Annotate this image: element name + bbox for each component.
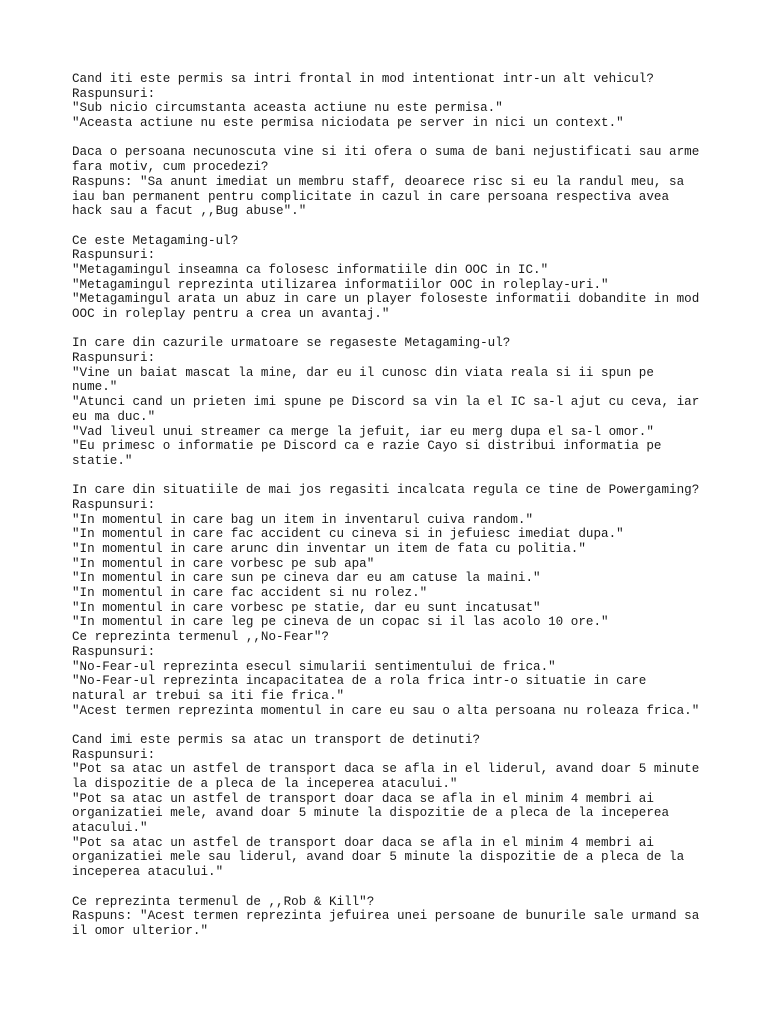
text-line: inceperea atacului." (72, 865, 224, 880)
text-line: statie." (72, 453, 133, 468)
text-line: "No-Fear-ul reprezinta incapacitatea de a rola frica intr-o situatie in care (72, 674, 647, 689)
question-line: Daca o persoana necunoscuta vine si iti ofera o suma de bani nejustificati sau arme (72, 145, 700, 160)
question-line: Ce reprezinta termenul de ,,Rob & Kill"? (72, 894, 375, 909)
text-line: "In momentul in care arunc din inventar un item de fata cu politia." (72, 542, 586, 556)
text-line: "Sub nicio circumstanta aceasta actiune nu este permisa." (72, 101, 503, 116)
qa-block (72, 72, 712, 131)
text-line: iau ban permanent pentru complicitate in cazul in care persoana respectiva avea (72, 189, 670, 204)
text-line: Raspuns: "Sa anunt imediat un membru staff, deoarece risc si eu la randul meu, sa (72, 174, 685, 189)
text-line: "In momentul in care bag un item in inventarul cuiva random." (72, 512, 534, 527)
question-line: In care din situatiile de mai jos regasiti incalcata regula ce tine de Powergaming? (72, 483, 700, 498)
text-line: il omor ulterior." (72, 923, 209, 938)
text-line: atacului." (72, 821, 148, 836)
text-line: "In momentul in care sun pe cineva dar eu am catuse la maini." (72, 571, 541, 586)
text-line: eu ma duc." (72, 409, 156, 424)
text-line: "In momentul in care fac accident cu cineva si in jefuiesc imediat dupa." (72, 527, 624, 542)
text-line: "Metagamingul inseamna ca folosesc informatiile din OOC in IC." (72, 262, 549, 277)
qa-block (72, 234, 712, 322)
question-line: Ce reprezinta termenul ,,No-Fear"? (72, 630, 329, 645)
text-line: Raspunsuri: (72, 747, 156, 762)
text-line: Raspunsuri: (72, 351, 156, 366)
qa-block (72, 895, 712, 939)
text-line: Raspunsuri: (72, 497, 156, 512)
text-line: organizatiei mele, avand doar 5 minute la dispozitie de a pleca de la inceperea (72, 806, 670, 821)
text-line: hack sau a facut ,,Bug abuse"." (72, 204, 307, 219)
text-line: "No-Fear-ul reprezinta esecul simularii sentimentului de frica." (72, 659, 556, 674)
text-line: "Atunci cand un prieten imi spune pe Discord sa vin la el IC sa-l ajut cu ceva, iar (72, 395, 700, 410)
question-line: Cand iti este permis sa intri frontal in mod intentionat intr-un alt vehicul? (72, 72, 654, 86)
text-line: "Eu primesc o informatie pe Discord ca e razie Cayo si distribui informatia pe (72, 439, 662, 454)
text-line: "Aceasta actiune nu este permisa niciodata pe server in nici un context." (72, 116, 624, 131)
qa-block (72, 336, 712, 468)
text-line: OOC in roleplay pentru a crea un avantaj." (72, 307, 390, 321)
text-line: Raspunsuri: (72, 248, 156, 263)
text-line: Raspuns: "Acest termen reprezinta jefuirea unei persoane de bunurile sale urmand sa (72, 909, 700, 924)
text-line: "In momentul in care fac accident si nu rolez." (72, 586, 428, 601)
qa-block (72, 145, 712, 218)
text-line: nume." (72, 380, 118, 395)
text-line: "In momentul in care vorbesc pe sub apa" (72, 556, 375, 571)
text-line: "Pot sa atac un astfel de transport doar daca se afla in el minim 4 membri ai (72, 835, 654, 850)
text-line: natural ar trebui sa iti fie frica." (72, 688, 345, 703)
text-line: "Metagamingul reprezinta utilizarea informatiilor OOC in roleplay-uri." (72, 277, 609, 292)
document-body (72, 72, 712, 953)
text-line: Raspunsuri: (72, 86, 156, 101)
qa-block (72, 733, 712, 880)
qa-block (72, 483, 712, 630)
text-line: "In momentul in care vorbesc pe statie, dar eu sunt incatusat" (72, 600, 541, 615)
text-line: "In momentul in care leg pe cineva de un copac si il las acolo 10 ore." (72, 615, 609, 630)
text-line: "Vine un baiat mascat la mine, dar eu il cunosc din viata reala si ii spun pe (72, 365, 654, 380)
text-line: la dispozitie de a pleca de la inceperea atacului." (72, 777, 458, 791)
text-line: organizatiei mele sau liderul, avand doar 5 minute la dispozitie de a pleca de la (72, 850, 685, 865)
text-line: "Metagamingul arata un abuz in care un player foloseste informatii dobandite in mod (72, 292, 700, 307)
qa-block (72, 630, 712, 718)
text-line: Raspunsuri: (72, 644, 156, 659)
question-line: In care din cazurile urmatoare se regaseste Metagaming-ul? (72, 336, 511, 351)
question-line: Ce este Metagaming-ul? (72, 233, 239, 248)
text-line: "Pot sa atac un astfel de transport daca se afla in el liderul, avand doar 5 minute (72, 762, 700, 777)
question-line: Cand imi este permis sa atac un transport de detinuti? (72, 732, 481, 747)
text-line: "Acest termen reprezinta momentul in care eu sau o alta persoana nu roleaza frica." (72, 703, 700, 718)
text-line: "Vad liveul unui streamer ca merge la jefuit, iar eu merg dupa el sa-l omor." (72, 424, 654, 439)
text-line: fara motiv, cum procedezi? (72, 160, 269, 175)
text-line: "Pot sa atac un astfel de transport doar daca se afla in el minim 4 membri ai (72, 791, 654, 806)
